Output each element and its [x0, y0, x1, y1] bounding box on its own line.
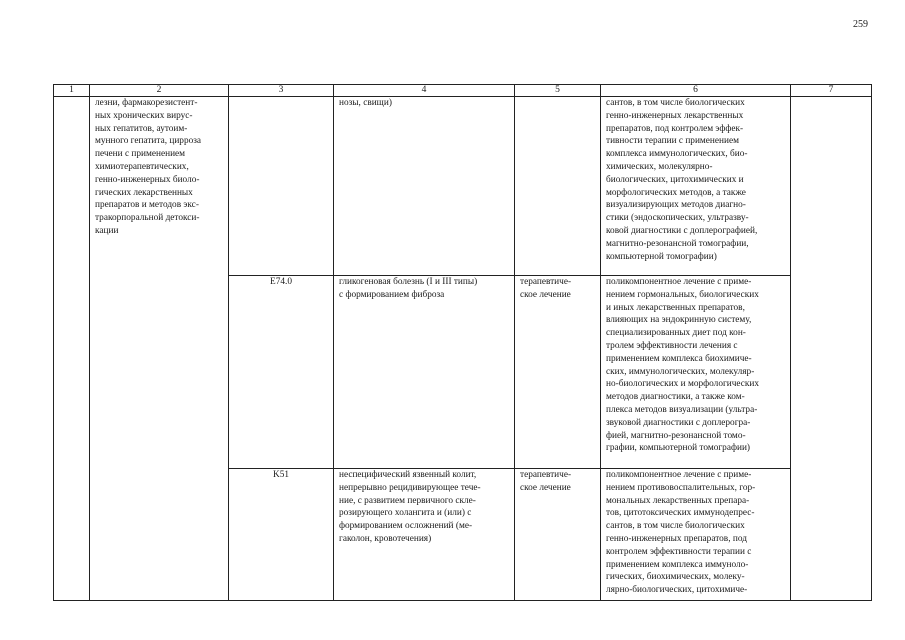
- cell-text-line: терапевтиче-: [520, 470, 572, 480]
- table-cell-col4: [334, 276, 515, 469]
- column-header: 7: [791, 85, 872, 97]
- cell-text-line: тивности терапии с применением: [606, 136, 739, 147]
- cell-text-line: формированием осложнений (ме-: [339, 521, 473, 532]
- cell-text-line: фией, магнитно-резонансной томо-: [606, 430, 746, 441]
- cell-text-line: компьютерной томографии): [606, 251, 717, 262]
- cell-text-line: нением гормональных, биологических: [606, 289, 759, 300]
- table-cell-col6: [601, 276, 791, 469]
- table-cell-col6: [601, 97, 791, 276]
- treatment-table: [53, 84, 872, 601]
- cell-text-line: ское лечение: [520, 482, 571, 493]
- cell-text-line: применением комплекса иммуноло-: [606, 559, 749, 570]
- cell-text-line: тролем эффективности лечения с: [606, 340, 738, 351]
- cell-text-line: ных хронических вирус-: [95, 110, 193, 121]
- table-cell-col3: K51: [229, 469, 334, 601]
- table-cell-col6: [601, 469, 791, 601]
- cell-text-line: влияющих на эндокринную систему,: [606, 315, 752, 326]
- table-cell-col4: [334, 97, 515, 276]
- cell-text-line: и иных лекарственных препаратов,: [606, 302, 745, 313]
- table-cell-col3: E74.0: [229, 276, 334, 469]
- cell-text-line: розирующего холангита и (или) с: [339, 508, 472, 519]
- cell-text-line: генно-инженерных препаратов, под: [606, 533, 747, 544]
- cell-text-line: графии, компьютерной томографии): [606, 443, 751, 454]
- table-header-row: [54, 85, 872, 97]
- cell-text-line: звуковой диагностики с доплерогра-: [606, 417, 751, 428]
- cell-text-line: непрерывно рецидивирующее тече-: [339, 482, 481, 493]
- cell-text-line: ние, с развитием первичного скле-: [339, 495, 476, 506]
- cell-text-line: препаратов, под контролем эффек-: [606, 123, 744, 134]
- table-cell-col5: [515, 97, 601, 276]
- cell-text-line: генно-инженерных лекарственных: [606, 110, 744, 121]
- table-cell-col1: [54, 97, 90, 601]
- cell-text-line: гликогеновая болезнь (I и III типы): [339, 277, 478, 287]
- cell-text-line: мунного гепатита, цирроза: [95, 136, 202, 147]
- cell-text-line: применением комплекса биохимиче-: [606, 353, 752, 364]
- cell-text-line: нением противовоспалительных, гор-: [606, 482, 756, 493]
- page-number: 259: [853, 19, 868, 30]
- cell-text-line: сантов, в том числе биологических: [606, 98, 745, 108]
- table-cell-col4: [334, 469, 515, 601]
- column-header: 6: [601, 85, 791, 97]
- cell-text-line: сантов, в том числе биологических: [606, 521, 745, 532]
- cell-text-line: ское лечение: [520, 289, 571, 300]
- cell-text-line: неспецифический язвенный колит,: [339, 470, 477, 480]
- cell-text-line: ных гепатитов, аутоим-: [95, 123, 188, 134]
- cell-text-line: визуализирующих методов диагно-: [606, 200, 746, 211]
- column-header: 4: [334, 85, 515, 97]
- cell-text-line: но-биологических и морфологических: [606, 379, 760, 390]
- cell-text-line: контролем эффективности терапии с: [606, 546, 752, 557]
- cell-text-line: ских, иммунологических, молекуляр-: [606, 366, 755, 377]
- cell-text-line: плекса методов визуализации (ультра-: [606, 404, 758, 415]
- cell-text-line: тракорпоральной детокси-: [95, 213, 200, 224]
- cell-text-line: морфологических методов, а также: [606, 187, 746, 198]
- cell-text-line: печени с применением: [95, 149, 186, 160]
- cell-text-line: поликомпонентное лечение с приме-: [606, 277, 752, 287]
- column-header: 3: [229, 85, 334, 97]
- cell-text-line: гических лекарственных: [95, 187, 193, 198]
- table-cell-col7: [791, 97, 872, 601]
- cell-text-line: биологических, цитохимических и: [606, 174, 744, 185]
- column-header: 1: [54, 85, 90, 97]
- table-row: [54, 97, 872, 276]
- cell-text-line: гических, биохимических, молеку-: [606, 572, 745, 583]
- table-cell-col3: [229, 97, 334, 276]
- cell-text-line: магнитно-резонансной томографии,: [606, 238, 749, 249]
- cell-text-line: поликомпонентное лечение с приме-: [606, 470, 752, 480]
- cell-text-line: химиотерапевтических,: [95, 161, 189, 172]
- cell-text-line: гаколон, кровотечения): [339, 533, 432, 544]
- column-header: 5: [515, 85, 601, 97]
- cell-text-line: комплекса иммунологических, био-: [606, 149, 748, 160]
- cell-text-line: мональных лекарственных препара-: [606, 495, 750, 506]
- table-cell-col5: [515, 276, 601, 469]
- cell-text-line: кации: [95, 225, 119, 236]
- cell-text-line: химических, молекулярно-: [606, 161, 713, 172]
- cell-text-line: препаратов и методов экс-: [95, 200, 199, 211]
- cell-text-line: тов, цитотоксических иммунодепрес-: [606, 508, 755, 519]
- cell-text-line: нозы, свищи): [339, 98, 392, 108]
- cell-text-line: терапевтиче-: [520, 277, 572, 287]
- column-header: 2: [90, 85, 229, 97]
- cell-text-line: лярно-биологических, цитохимиче-: [606, 585, 748, 596]
- cell-text-line: генно-инженерных биоло-: [95, 174, 200, 185]
- cell-text-line: специализированных диет под кон-: [606, 328, 746, 339]
- table-cell-col2: [90, 97, 229, 601]
- cell-text-line: с формированием фиброза: [339, 289, 445, 300]
- cell-text-line: стики (эндоскопических, ультразву-: [606, 213, 749, 224]
- cell-text-line: ковой диагностики с доплерографией,: [606, 225, 758, 236]
- cell-text-line: методов диагностики, а также ком-: [606, 392, 745, 403]
- table-cell-col5: [515, 469, 601, 601]
- cell-text-line: лезни, фармакорезистент-: [95, 98, 198, 108]
